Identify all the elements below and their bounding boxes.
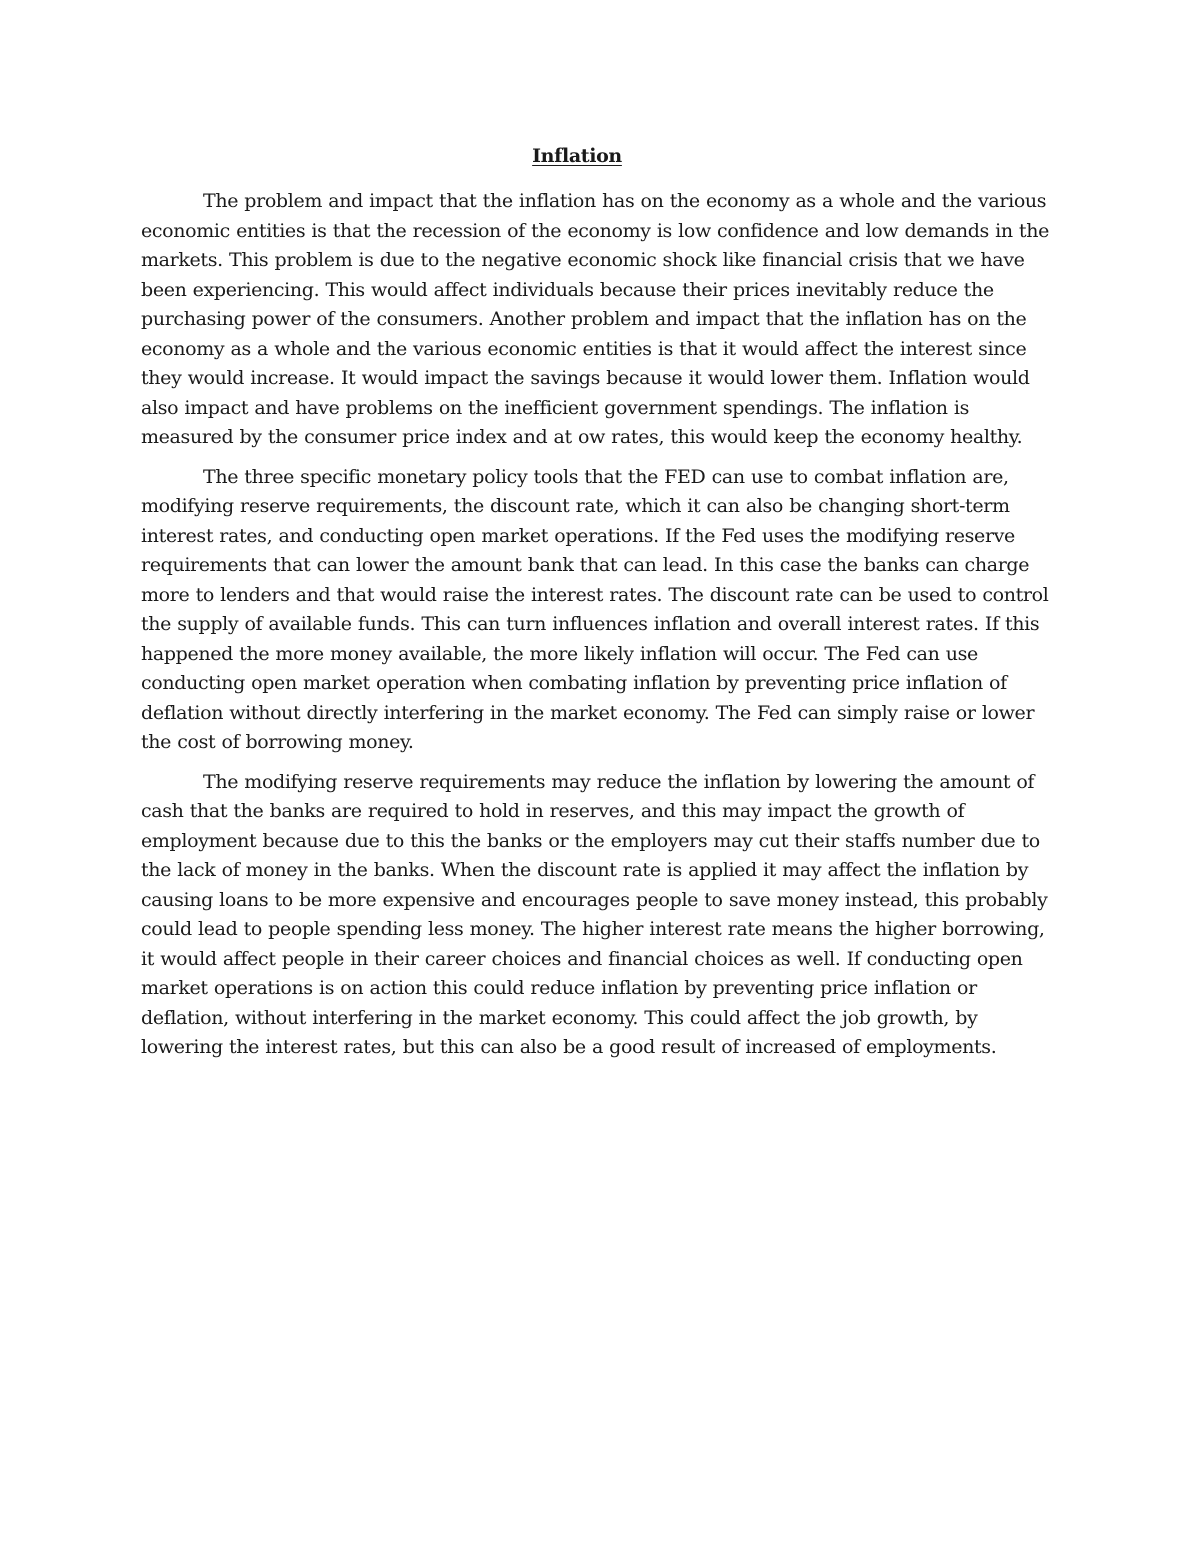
paragraph-3: The modifying reserve requirements may reduce the inflation by lowering the amount of cash that the banks are required to hold in reserves, and this may impact the growth of employment because due to this the banks or the employers may cut their staffs number due to the lack of money in the banks. When the discount rate is applied it may affect the inflation by causing loans to be more expensive and encourages people to save money instead, this probably could lead to people spending less money. The higher interest rate means the higher borrowing, it would affect people in their career choices and financial choices as well. If conducting open market operations is on action this could reduce inflation by preventing price inflation or deflation, without interfering in the market economy. This could affect the job growth, by lowering the interest rates, but this can also be a good result of increased of employments. bbox=[141, 770, 1048, 1058]
document-body bbox=[141, 141, 1063, 1073]
document-title: Inflation bbox=[532, 145, 622, 167]
paragraph-1: The problem and impact that the inflation has on the economy as a whole and the various economic entities is that the recession of the economy is low confidence and low demands in the markets. This problem is due to the negative economic shock like financial crisis that we have been experiencing. This would affect individuals because their prices inevitably reduce the purchasing power of the consumers. Another problem and impact that the inflation has on the economy as a whole and the various economic entities is that it would affect the interest since they would increase. It would impact the savings because it would lower them. Inflation would also impact and have problems on the inefficient government spendings. The inflation is measured by the consumer price index and at ow rates, this would keep the economy healthy. bbox=[141, 190, 1049, 448]
paragraph-2: The three specific monetary policy tools that the FED can use to combat inflation are, modifying reserve requirements, the discount rate, which it can also be changing short-term interest rates, and conducting open market operations. If the Fed uses the modifying reserve requirements that can lower the amount bank that can lead. In this case the banks can charge more to lenders and that would raise the interest rates. The discount rate can be used to control the supply of available funds. This can turn influences inflation and overall interest rates. If this happened the more money available, the more likely inflation will occur. The Fed can use conducting open market operation when combating inflation by preventing price inflation of deflation without directly interfering in the market economy. The Fed can simply raise or lower the cost of borrowing money. bbox=[141, 465, 1049, 753]
